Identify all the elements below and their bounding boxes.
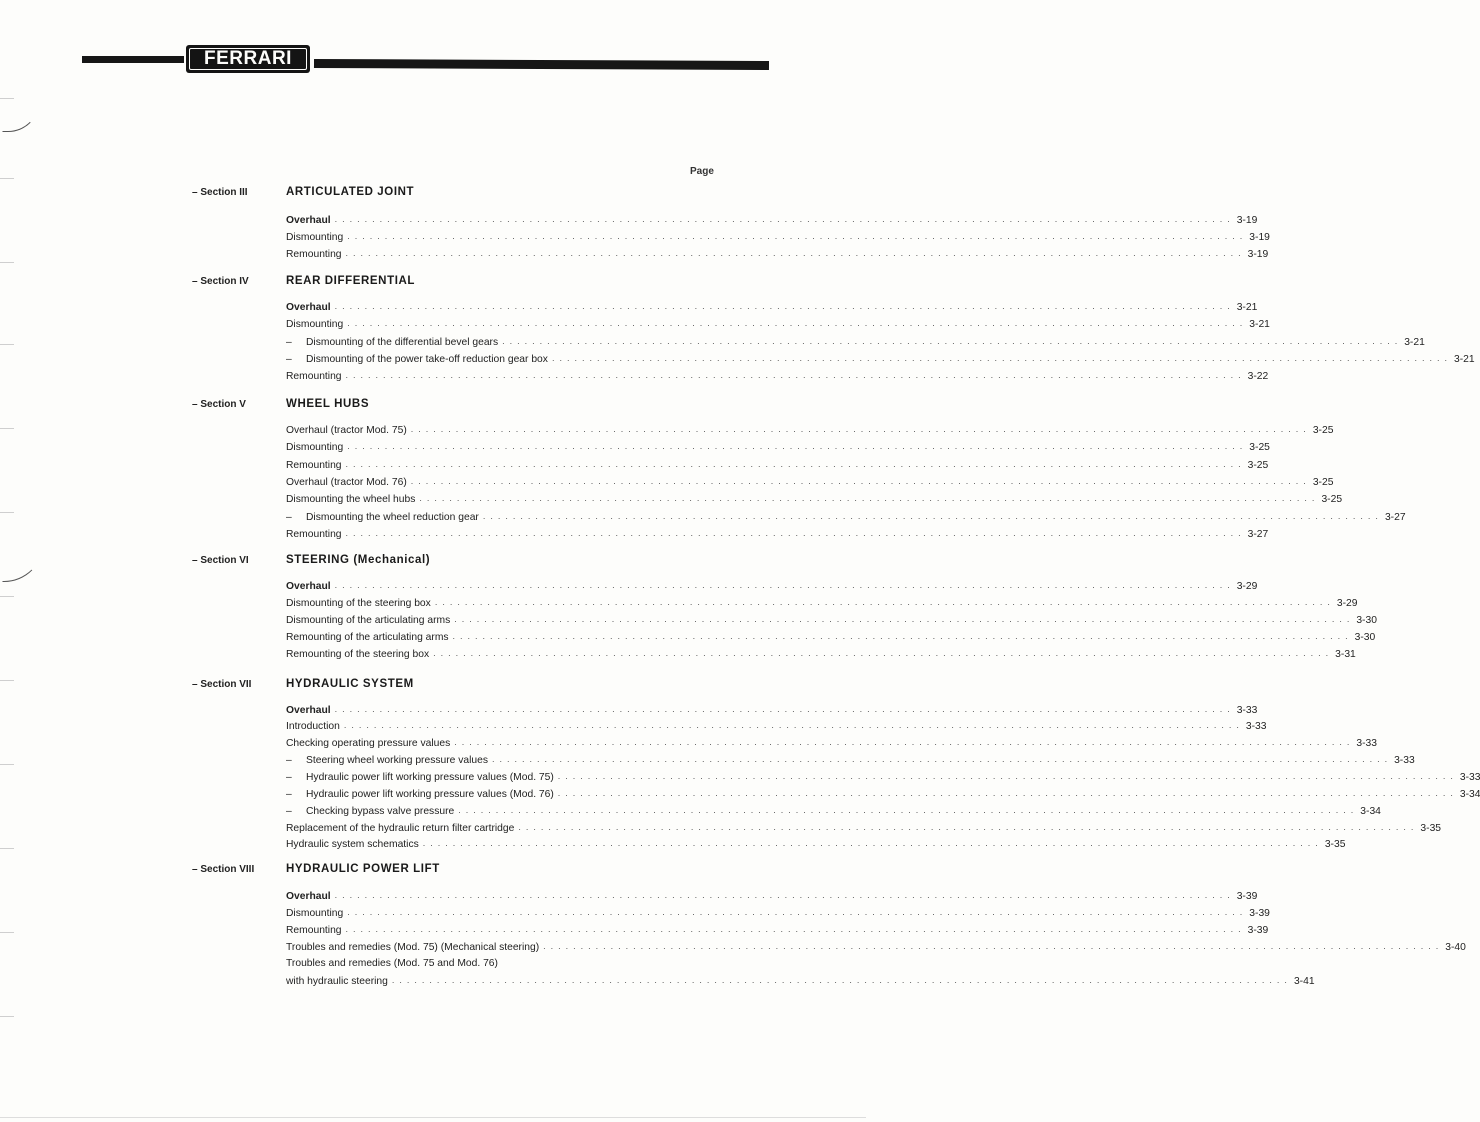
entry-page-number: 3-41: [1293, 976, 1315, 987]
dot-leader: ........................................................................................................................: [492, 754, 1393, 764]
entry-page-number: 3-33: [1459, 772, 1480, 783]
toc-entry: [286, 886, 1258, 902]
dot-leader: ........................................................................................................................: [345, 459, 1246, 469]
entry-dash: –: [286, 789, 292, 800]
entry-page-number: 3-31: [1335, 649, 1356, 660]
dot-leader: ........................................................................................................................: [347, 318, 1248, 328]
entry-text: Checking operating pressure values: [286, 738, 451, 749]
entry-text: Remounting: [286, 925, 342, 936]
dot-leader: ........................................................................................................................: [343, 720, 1244, 730]
entry-dash: –: [286, 337, 292, 348]
entry-text: Overhaul: [286, 891, 331, 902]
dot-leader: ........................................................................................................................: [502, 336, 1403, 346]
entry-text: Overhaul: [286, 705, 331, 716]
entry-text: Dismounting of the steering box: [286, 598, 431, 609]
dot-leader: ........................................................................................................................: [334, 580, 1235, 590]
entry-text: Overhaul: [286, 302, 331, 313]
entry-page-number: 3-39: [1247, 925, 1269, 936]
dot-leader: ........................................................................................................................: [454, 614, 1355, 624]
entry-text: Steering wheel working pressure values: [306, 755, 489, 766]
section-label: – Section IV: [192, 276, 249, 287]
entry-text: Troubles and remedies (Mod. 75) (Mechanical steering): [286, 942, 540, 953]
entry-page-number: 3-30: [1356, 615, 1377, 626]
toc-entry: [286, 644, 1356, 660]
entry-text: Remounting: [286, 371, 342, 382]
entry-text: Hydraulic power lift working pressure values (Mod. 75): [306, 772, 554, 783]
entry-page-number: 3-39: [1249, 908, 1270, 919]
dot-leader: ........................................................................................................................: [557, 771, 1458, 781]
entry-text: Remounting: [286, 529, 342, 540]
entry-page-number: 3-29: [1336, 598, 1358, 609]
entry-text: Dismounting: [286, 232, 344, 243]
page-bottom-edge: [0, 1117, 866, 1118]
section-label: – Section III: [192, 187, 248, 198]
entry-page-number: 3-25: [1247, 460, 1269, 471]
section-title: HYDRAULIC SYSTEM: [286, 678, 414, 690]
entry-page-number: 3-35: [1420, 823, 1442, 834]
entry-page-number: 3-30: [1354, 632, 1376, 643]
entry-text: Dismounting of the power take-off reduction gear box: [306, 354, 548, 365]
entry-text: Replacement of the hydraulic return filter cartridge: [286, 823, 515, 834]
toc-entry: [286, 767, 1480, 783]
entry-text: Remounting: [286, 249, 342, 260]
section-title: HYDRAULIC POWER LIFT: [286, 863, 440, 875]
entry-page-number: 3-33: [1356, 738, 1377, 749]
entry-text: Dismounting the wheel reduction gear: [306, 512, 479, 523]
dot-leader: ........................................................................................................................: [410, 424, 1311, 434]
dot-leader: ........................................................................................................................: [334, 890, 1235, 900]
margin-mark: [0, 428, 14, 429]
toc-entry: [286, 227, 1270, 243]
dot-leader: ........................................................................................................................: [419, 493, 1320, 503]
entry-page-number: 3-21: [1236, 302, 1258, 313]
dot-leader: ........................................................................................................................: [543, 941, 1444, 951]
entry-page-number: 3-25: [1312, 425, 1334, 436]
section-label: – Section V: [192, 399, 246, 410]
entry-text: Checking bypass valve pressure: [306, 806, 455, 817]
entry-page-number: 3-19: [1247, 249, 1269, 260]
entry-page-number: 3-25: [1312, 477, 1334, 488]
toc-entry: [286, 297, 1258, 313]
margin-mark: [0, 848, 14, 849]
margin-mark: [0, 680, 14, 681]
toc-entry: [286, 455, 1269, 471]
entry-page-number: 3-27: [1247, 529, 1269, 540]
toc-entry: [286, 489, 1343, 505]
entry-text: Overhaul (tractor Mod. 75): [286, 425, 407, 436]
entry-text: Overhaul (tractor Mod. 76): [286, 477, 407, 488]
dot-leader: ........................................................................................................................: [347, 907, 1248, 917]
page-column-label: Page: [690, 166, 714, 177]
entry-page-number: 3-29: [1236, 581, 1258, 592]
entry-text: Dismounting of the articulating arms: [286, 615, 451, 626]
margin-mark: [0, 344, 14, 345]
toc-entry: [286, 576, 1258, 592]
entry-page-number: 3-34: [1459, 789, 1480, 800]
margin-mark: [0, 98, 14, 99]
entry-page-number: 3-33: [1245, 721, 1267, 732]
toc-entry: [286, 700, 1258, 716]
entry-text: Remounting of the articulating arms: [286, 632, 449, 643]
dot-leader: ........................................................................................................................: [334, 301, 1235, 311]
entry-page-number: 3-25: [1321, 494, 1343, 505]
toc-entry: [286, 953, 723, 969]
entry-text: Remounting of the steering box: [286, 649, 430, 660]
entry-text: with hydraulic steering: [286, 976, 388, 987]
section-label: – Section VII: [192, 679, 252, 690]
entry-page-number: 3-33: [1394, 755, 1415, 766]
toc-entry: [286, 610, 1377, 626]
toc-entry: [286, 420, 1334, 436]
header-rule-right: [314, 59, 769, 70]
dot-leader: ........................................................................................................................: [482, 511, 1383, 521]
toc-entry: [286, 366, 1269, 382]
toc-entry: [286, 937, 1466, 953]
entry-page-number: 3-35: [1324, 839, 1346, 850]
entry-page-number: 3-21: [1249, 319, 1270, 330]
dot-leader: ........................................................................................................................: [410, 476, 1311, 486]
toc-entry: [286, 903, 1270, 919]
toc-entry: [286, 332, 1425, 348]
section-title: STEERING (Mechanical): [286, 554, 431, 566]
entry-page-number: 3-33: [1236, 705, 1258, 716]
margin-mark: [0, 262, 14, 263]
ferrari-logo: [186, 45, 310, 73]
toc-entry: [286, 472, 1334, 488]
dot-leader: ........................................................................................................................: [345, 248, 1246, 258]
toc-entry: [286, 716, 1267, 732]
toc-entry: [286, 801, 1381, 817]
dot-leader: ........................................................................................................................: [347, 441, 1248, 451]
margin-mark: [0, 178, 14, 179]
dot-leader: ........................................................................................................................: [518, 822, 1419, 832]
entry-dash: –: [286, 755, 292, 766]
entry-text: Dismounting of the differential bevel gears: [306, 337, 499, 348]
dot-leader: ........................................................................................................................: [345, 528, 1246, 538]
toc-entry: [286, 818, 1442, 834]
toc-entry: [286, 627, 1376, 643]
dot-leader: ........................................................................................................................: [345, 924, 1246, 934]
dot-leader: ........................................................................................................................: [433, 648, 1334, 658]
entry-page-number: 3-22: [1247, 371, 1269, 382]
entry-text: Hydraulic power lift working pressure values (Mod. 76): [306, 789, 554, 800]
section-title: WHEEL HUBS: [286, 398, 370, 410]
dot-leader: ........................................................................................................................: [551, 353, 1452, 363]
toc-entry: [286, 314, 1270, 330]
dot-leader: ........................................................................................................................: [454, 737, 1355, 747]
margin-mark: [0, 512, 14, 513]
header-rule-left: [82, 56, 184, 63]
margin-curve: [2, 100, 40, 132]
toc-entry: [286, 733, 1377, 749]
entry-text: Overhaul: [286, 215, 331, 226]
entry-text: Troubles and remedies (Mod. 75 and Mod. 76): [286, 958, 498, 969]
section-title: REAR DIFFERENTIAL: [286, 275, 416, 287]
entry-text: Dismounting the wheel hubs: [286, 494, 416, 505]
entry-page-number: 3-25: [1249, 442, 1270, 453]
entry-page-number: 3-19: [1236, 215, 1258, 226]
dot-leader: ........................................................................................................................: [334, 704, 1235, 714]
toc-entry: [286, 593, 1358, 609]
toc-entry: [286, 834, 1346, 850]
margin-mark: [0, 1016, 14, 1017]
entry-text: Remounting: [286, 460, 342, 471]
section-label: – Section VI: [192, 555, 249, 566]
entry-text: Overhaul: [286, 581, 331, 592]
entry-page-number: 3-34: [1360, 806, 1381, 817]
dot-leader: ........................................................................................................................: [458, 805, 1359, 815]
entry-page-number: 3-39: [1236, 891, 1258, 902]
entry-dash: –: [286, 806, 292, 817]
section-label: – Section VIII: [192, 864, 255, 875]
toc-entry: [286, 920, 1269, 936]
entry-text: Introduction: [286, 721, 340, 732]
entry-page-number: 3-21: [1454, 354, 1475, 365]
entry-dash: –: [286, 512, 292, 523]
toc-entry: [286, 244, 1269, 260]
dot-leader: ........................................................................................................................: [434, 597, 1335, 607]
toc-entry: [286, 784, 1480, 800]
dot-leader: ........................................................................................................................: [347, 231, 1248, 241]
logo-text: FERRARI: [189, 48, 307, 70]
dot-leader: ........................................................................................................................: [345, 370, 1246, 380]
entry-page-number: 3-27: [1384, 512, 1406, 523]
toc-entry: [286, 507, 1406, 523]
entry-text: Hydraulic system schematics: [286, 839, 419, 850]
toc-entry: [286, 437, 1270, 453]
entry-page-number: 3-40: [1445, 942, 1466, 953]
section-title: ARTICULATED JOINT: [286, 186, 415, 198]
margin-mark: [0, 764, 14, 765]
entry-text: Dismounting: [286, 442, 344, 453]
margin-mark: [0, 932, 14, 933]
entry-dash: –: [286, 354, 292, 365]
margin-curve: [2, 540, 44, 582]
dot-leader: ........................................................................................................................: [557, 788, 1458, 798]
toc-entry: [286, 524, 1269, 540]
toc-entry: [286, 210, 1258, 226]
toc-entry: [286, 750, 1415, 766]
dot-leader: ........................................................................................................................: [391, 975, 1292, 985]
dot-leader: ........................................................................................................................: [334, 214, 1235, 224]
margin-mark: [0, 596, 14, 597]
dot-leader: ........................................................................................................................: [452, 631, 1353, 641]
toc-entry: [286, 971, 1315, 987]
entry-text: Dismounting: [286, 319, 344, 330]
dot-leader: ........................................................................................................................: [422, 838, 1323, 848]
entry-page-number: 3-19: [1249, 232, 1270, 243]
entry-text: Dismounting: [286, 908, 344, 919]
toc-entry: [286, 349, 1475, 365]
entry-dash: –: [286, 772, 292, 783]
entry-page-number: 3-21: [1404, 337, 1425, 348]
